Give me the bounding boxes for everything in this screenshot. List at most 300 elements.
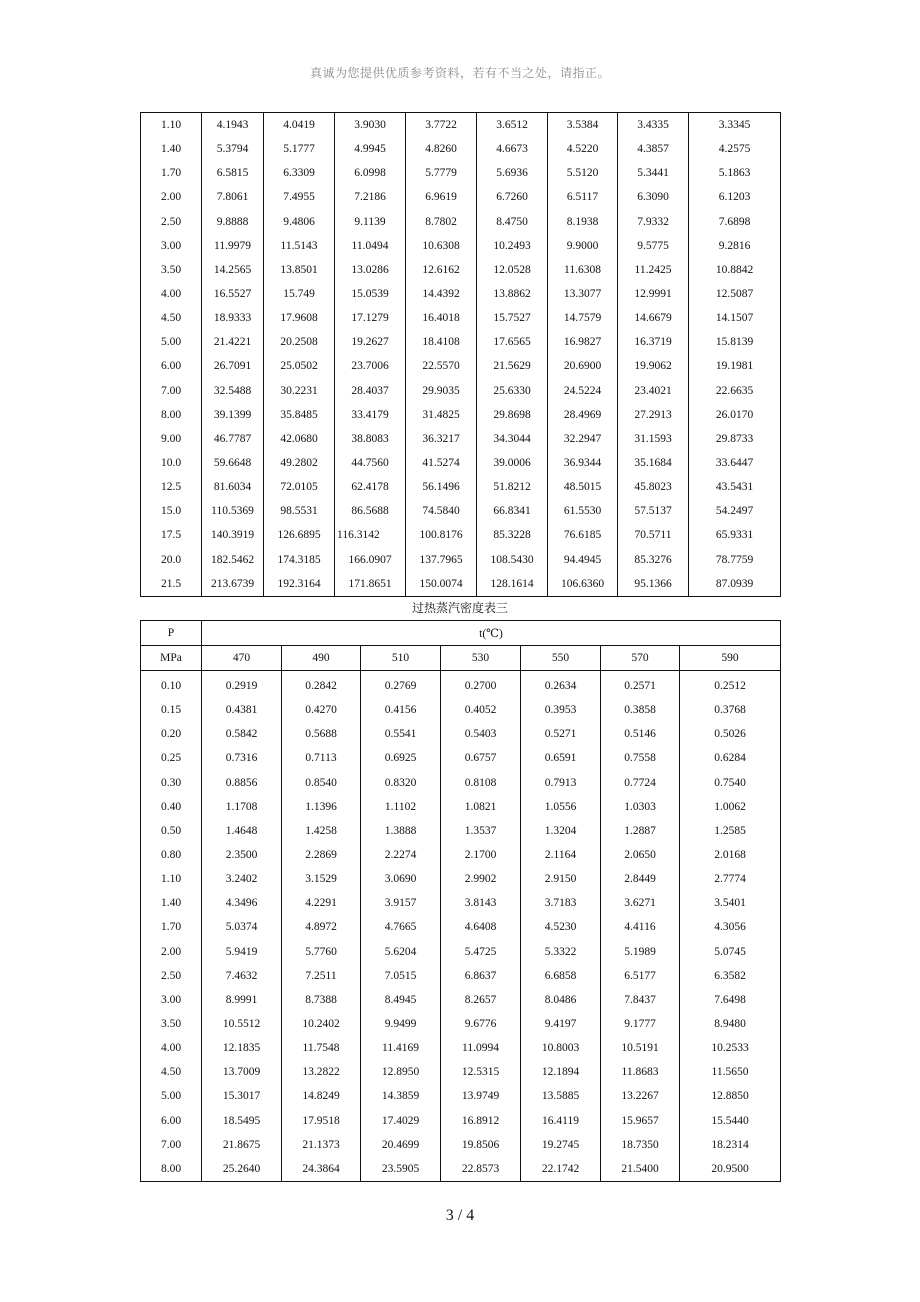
density-cell: 6.1203: [689, 185, 781, 209]
density-cell: 1.0303: [601, 795, 680, 819]
pressure-cell: 9.00: [141, 427, 202, 451]
density-cell: 12.8850: [680, 1084, 781, 1108]
table-row: [141, 572, 781, 597]
header-row-2: [141, 646, 781, 671]
density-cell: 137.7965: [406, 548, 477, 572]
density-cell: 10.2493: [477, 234, 548, 258]
density-cell: 36.9344: [548, 451, 618, 475]
density-cell: 76.6185: [548, 523, 618, 547]
density-cell: 85.3228: [477, 523, 548, 547]
pressure-cell: 3.00: [141, 234, 202, 258]
table-row: [141, 1012, 781, 1036]
density-cell: 9.5775: [618, 234, 689, 258]
density-cell: 8.9480: [680, 1012, 781, 1036]
density-cell: 5.4725: [441, 940, 521, 964]
pressure-cell: 7.00: [141, 1133, 202, 1157]
density-cell: 7.9332: [618, 210, 689, 234]
density-cell: 20.6900: [548, 354, 618, 378]
pressure-cell: 2.50: [141, 964, 202, 988]
table-row: [141, 282, 781, 306]
pressure-cell: 20.0: [141, 548, 202, 572]
density-cell: 5.7760: [282, 940, 361, 964]
density-cell: 3.9030: [335, 113, 406, 138]
density-cell: 140.3919: [202, 523, 264, 547]
density-cell: 61.5530: [548, 499, 618, 523]
density-cell: 171.8651: [335, 572, 406, 597]
table-row: [141, 891, 781, 915]
density-cell: 29.8733: [689, 427, 781, 451]
density-cell: 14.7579: [548, 306, 618, 330]
density-cell: 110.5369: [202, 499, 264, 523]
density-cell: 22.8573: [441, 1157, 521, 1182]
table-row: [141, 988, 781, 1012]
density-cell: 1.2887: [601, 819, 680, 843]
density-cell: 6.3582: [680, 964, 781, 988]
temperature-label: t(℃): [202, 621, 781, 646]
density-cell: 2.2274: [361, 843, 441, 867]
density-cell: 2.8449: [601, 867, 680, 891]
density-cell: 17.9608: [264, 306, 335, 330]
table-row: [141, 722, 781, 746]
table-row: [141, 427, 781, 451]
density-cell: 86.5688: [335, 499, 406, 523]
table-row: [141, 234, 781, 258]
density-cell: 13.9749: [441, 1084, 521, 1108]
pressure-cell: 3.50: [141, 258, 202, 282]
pressure-cell: 3.00: [141, 988, 202, 1012]
density-cell: 15.7527: [477, 306, 548, 330]
density-cell: 10.8003: [521, 1036, 601, 1060]
temperature-header: 530: [441, 646, 521, 671]
pressure-cell: 17.5: [141, 523, 202, 547]
density-cell: 31.4825: [406, 403, 477, 427]
density-cell: 57.5137: [618, 499, 689, 523]
table-row: [141, 819, 781, 843]
density-cell: 6.7260: [477, 185, 548, 209]
table-row: [141, 698, 781, 722]
density-cell: 30.2231: [264, 379, 335, 403]
density-cell: 0.5842: [202, 722, 282, 746]
density-cell: 20.9500: [680, 1157, 781, 1182]
pressure-cell: 1.10: [141, 113, 202, 138]
density-cell: 13.7009: [202, 1060, 282, 1084]
pressure-cell: 0.80: [141, 843, 202, 867]
density-cell: 6.0998: [335, 161, 406, 185]
density-cell: 10.5191: [601, 1036, 680, 1060]
density-cell: 5.5120: [548, 161, 618, 185]
density-cell: 2.1164: [521, 843, 601, 867]
density-cell: 8.4945: [361, 988, 441, 1012]
density-cell: 7.8061: [202, 185, 264, 209]
density-cell: 0.4381: [202, 698, 282, 722]
density-cell: 11.0494: [335, 234, 406, 258]
pressure-cell: 21.5: [141, 572, 202, 597]
density-cell: 32.5488: [202, 379, 264, 403]
density-cell: 6.9619: [406, 185, 477, 209]
density-cell: 5.7779: [406, 161, 477, 185]
table-row: [141, 915, 781, 939]
table3-header: [141, 621, 781, 671]
density-cell: 0.4270: [282, 698, 361, 722]
density-cell: 1.1396: [282, 795, 361, 819]
table-row: [141, 1157, 781, 1182]
density-cell: 16.5527: [202, 282, 264, 306]
table-row: [141, 523, 781, 547]
density-cell: 0.6591: [521, 746, 601, 770]
density-cell: 13.3077: [548, 282, 618, 306]
density-cell: 22.1742: [521, 1157, 601, 1182]
density-cell: 12.8950: [361, 1060, 441, 1084]
density-cell: 3.7183: [521, 891, 601, 915]
pressure-cell: 12.5: [141, 475, 202, 499]
pressure-cell: 6.00: [141, 1109, 202, 1133]
pressure-cell: 1.40: [141, 137, 202, 161]
table-row: [141, 548, 781, 572]
table-row: [141, 475, 781, 499]
density-cell: 35.1684: [618, 451, 689, 475]
density-cell: 44.7560: [335, 451, 406, 475]
table-row: [141, 403, 781, 427]
density-cell: 0.2512: [680, 671, 781, 699]
density-cell: 5.3794: [202, 137, 264, 161]
density-cell: 6.5815: [202, 161, 264, 185]
density-cell: 0.7558: [601, 746, 680, 770]
density-cell: 7.4955: [264, 185, 335, 209]
density-cell: 46.7787: [202, 427, 264, 451]
density-cell: 18.5495: [202, 1109, 282, 1133]
density-cell: 0.2769: [361, 671, 441, 699]
density-cell: 0.7113: [282, 746, 361, 770]
density-cell: 54.2497: [689, 499, 781, 523]
density-cell: 8.9991: [202, 988, 282, 1012]
density-cell: 11.7548: [282, 1036, 361, 1060]
density-cell: 0.7540: [680, 771, 781, 795]
density-cell: 12.1894: [521, 1060, 601, 1084]
density-cell: 1.4258: [282, 819, 361, 843]
pressure-cell: 8.00: [141, 1157, 202, 1182]
density-cell: 128.1614: [477, 572, 548, 597]
page-number: 3 / 4: [445, 1207, 475, 1224]
density-cell: 13.2822: [282, 1060, 361, 1084]
density-cell: 25.6330: [477, 379, 548, 403]
density-cell: 3.0690: [361, 867, 441, 891]
density-cell: 18.4108: [406, 330, 477, 354]
density-cell: 45.8023: [618, 475, 689, 499]
table-row: [141, 867, 781, 891]
density-cell: 29.8698: [477, 403, 548, 427]
density-cell: 1.3204: [521, 819, 601, 843]
density-cell: 11.5650: [680, 1060, 781, 1084]
density-cell: 12.5087: [689, 282, 781, 306]
density-cell: 94.4945: [548, 548, 618, 572]
table-row: [141, 379, 781, 403]
density-cell: 23.7006: [335, 354, 406, 378]
density-cell: 23.4021: [618, 379, 689, 403]
density-cell: 4.8972: [282, 915, 361, 939]
density-cell: 14.3859: [361, 1084, 441, 1108]
density-cell: 6.3309: [264, 161, 335, 185]
density-cell: 11.9979: [202, 234, 264, 258]
density-cell: 4.6408: [441, 915, 521, 939]
density-cell: 1.3537: [441, 819, 521, 843]
table-row: [141, 1109, 781, 1133]
density-cell: 9.2816: [689, 234, 781, 258]
table3-body: [141, 671, 781, 1182]
density-cell: 0.3953: [521, 698, 601, 722]
pressure-cell: 2.00: [141, 185, 202, 209]
table-row: [141, 113, 781, 138]
density-cell: 4.3857: [618, 137, 689, 161]
density-cell: 95.1366: [618, 572, 689, 597]
density-cell: 19.2627: [335, 330, 406, 354]
density-cell: 3.6512: [477, 113, 548, 138]
density-cell: 100.8176: [406, 523, 477, 547]
density-cell: 22.5570: [406, 354, 477, 378]
table-row: [141, 258, 781, 282]
density-cell: 19.2745: [521, 1133, 601, 1157]
density-cell: 29.9035: [406, 379, 477, 403]
density-cell: 9.1777: [601, 1012, 680, 1036]
density-cell: 4.5220: [548, 137, 618, 161]
density-cell: 5.9419: [202, 940, 282, 964]
density-cell: 0.5688: [282, 722, 361, 746]
density-cell: 0.6284: [680, 746, 781, 770]
density-cell: 16.8912: [441, 1109, 521, 1133]
density-cell: 7.2511: [282, 964, 361, 988]
density-cell: 10.5512: [202, 1012, 282, 1036]
density-cell: 23.5905: [361, 1157, 441, 1182]
pressure-cell: 8.00: [141, 403, 202, 427]
density-cell: 9.4806: [264, 210, 335, 234]
density-cell: 9.9000: [548, 234, 618, 258]
density-cell: 14.4392: [406, 282, 477, 306]
density-cell: 49.2802: [264, 451, 335, 475]
density-cell: 1.3888: [361, 819, 441, 843]
density-cell: 28.4037: [335, 379, 406, 403]
density-cell: 15.9657: [601, 1109, 680, 1133]
pressure-cell: 1.40: [141, 891, 202, 915]
table-row: [141, 940, 781, 964]
density-cell: 27.2913: [618, 403, 689, 427]
temperature-header: 570: [601, 646, 680, 671]
table-row: [141, 771, 781, 795]
density-cell: 10.2533: [680, 1036, 781, 1060]
density-cell: 3.9157: [361, 891, 441, 915]
density-cell: 4.5230: [521, 915, 601, 939]
density-cell: 5.0374: [202, 915, 282, 939]
density-cell: 98.5531: [264, 499, 335, 523]
table-row: [141, 964, 781, 988]
density-cell: 66.8341: [477, 499, 548, 523]
pressure-cell: 4.00: [141, 282, 202, 306]
density-cell: 18.9333: [202, 306, 264, 330]
density-cell: 25.0502: [264, 354, 335, 378]
density-cell: 0.2700: [441, 671, 521, 699]
density-cell: 0.5403: [441, 722, 521, 746]
density-cell: 7.6498: [680, 988, 781, 1012]
table-row: [141, 1084, 781, 1108]
density-cell: 10.8842: [689, 258, 781, 282]
density-cell: 26.7091: [202, 354, 264, 378]
density-cell: 14.2565: [202, 258, 264, 282]
density-cell: 0.6925: [361, 746, 441, 770]
density-cell: 3.2402: [202, 867, 282, 891]
density-cell: 2.7774: [680, 867, 781, 891]
density-cell: 56.1496: [406, 475, 477, 499]
density-cell: 2.1700: [441, 843, 521, 867]
density-cell: 13.2267: [601, 1084, 680, 1108]
density-cell: 18.7350: [601, 1133, 680, 1157]
density-cell: 0.2842: [282, 671, 361, 699]
density-cell: 19.1981: [689, 354, 781, 378]
density-cell: 16.9827: [548, 330, 618, 354]
density-cell: 33.4179: [335, 403, 406, 427]
density-cell: 0.8540: [282, 771, 361, 795]
table-row: [141, 1036, 781, 1060]
density-cell: 39.0006: [477, 451, 548, 475]
density-cell: 25.2640: [202, 1157, 282, 1182]
density-cell: 8.2657: [441, 988, 521, 1012]
pressure-cell: 3.50: [141, 1012, 202, 1036]
density-cell: 81.6034: [202, 475, 264, 499]
density-cell: 2.2869: [282, 843, 361, 867]
density-cell: 11.6308: [548, 258, 618, 282]
density-cell: 166.0907: [335, 548, 406, 572]
density-cell: 13.8501: [264, 258, 335, 282]
temperature-header: 510: [361, 646, 441, 671]
density-cell: 5.1863: [689, 161, 781, 185]
density-cell: 0.8320: [361, 771, 441, 795]
table-row: [141, 451, 781, 475]
density-cell: 34.3044: [477, 427, 548, 451]
density-cell: 13.0286: [335, 258, 406, 282]
density-cell: 43.5431: [689, 475, 781, 499]
density-cell: 11.5143: [264, 234, 335, 258]
density-cell: 116.3142: [335, 523, 406, 547]
table-row: [141, 1133, 781, 1157]
density-cell: 4.2291: [282, 891, 361, 915]
density-cell: 4.1943: [202, 113, 264, 138]
steam-density-table-continued: [140, 112, 781, 597]
density-cell: 4.8260: [406, 137, 477, 161]
table-row: [141, 161, 781, 185]
density-cell: 2.0650: [601, 843, 680, 867]
density-cell: 48.5015: [548, 475, 618, 499]
density-cell: 5.3441: [618, 161, 689, 185]
pressure-cell: 0.40: [141, 795, 202, 819]
density-cell: 9.1139: [335, 210, 406, 234]
density-cell: 1.0556: [521, 795, 601, 819]
density-cell: 0.5146: [601, 722, 680, 746]
density-cell: 7.6898: [689, 210, 781, 234]
density-cell: 3.3345: [689, 113, 781, 138]
density-cell: 14.8249: [282, 1084, 361, 1108]
pressure-cell: 2.00: [141, 940, 202, 964]
density-cell: 0.2919: [202, 671, 282, 699]
density-cell: 2.0168: [680, 843, 781, 867]
pressure-cell: 0.25: [141, 746, 202, 770]
density-cell: 38.8083: [335, 427, 406, 451]
density-cell: 15.0539: [335, 282, 406, 306]
density-cell: 36.3217: [406, 427, 477, 451]
table-row: [141, 185, 781, 209]
density-cell: 72.0105: [264, 475, 335, 499]
density-cell: 5.0745: [680, 940, 781, 964]
density-cell: 3.8143: [441, 891, 521, 915]
density-cell: 3.1529: [282, 867, 361, 891]
pressure-cell: 0.30: [141, 771, 202, 795]
pressure-cell: 4.00: [141, 1036, 202, 1060]
density-cell: 33.6447: [689, 451, 781, 475]
density-cell: 5.3322: [521, 940, 601, 964]
density-cell: 12.5315: [441, 1060, 521, 1084]
density-cell: 0.7316: [202, 746, 282, 770]
density-cell: 11.0994: [441, 1036, 521, 1060]
density-cell: 10.6308: [406, 234, 477, 258]
density-cell: 10.2402: [282, 1012, 361, 1036]
density-cell: 12.6162: [406, 258, 477, 282]
density-cell: 9.8888: [202, 210, 264, 234]
density-cell: 12.9991: [618, 282, 689, 306]
density-cell: 18.2314: [680, 1133, 781, 1157]
pressure-unit: MPa: [141, 646, 202, 671]
density-cell: 4.3056: [680, 915, 781, 939]
table-row: [141, 354, 781, 378]
table-row: [141, 671, 781, 699]
density-cell: 9.4197: [521, 1012, 601, 1036]
density-cell: 12.1835: [202, 1036, 282, 1060]
table1-body: [141, 113, 781, 597]
density-cell: 41.5274: [406, 451, 477, 475]
table-row: [141, 306, 781, 330]
pressure-cell: 0.10: [141, 671, 202, 699]
pressure-cell: 1.70: [141, 161, 202, 185]
density-cell: 3.5401: [680, 891, 781, 915]
density-cell: 213.6739: [202, 572, 264, 597]
density-cell: 4.7665: [361, 915, 441, 939]
density-cell: 6.8637: [441, 964, 521, 988]
pressure-cell: 15.0: [141, 499, 202, 523]
density-cell: 3.6271: [601, 891, 680, 915]
density-cell: 70.5711: [618, 523, 689, 547]
temperature-header: 550: [521, 646, 601, 671]
table-row: [141, 137, 781, 161]
pressure-cell: 1.10: [141, 867, 202, 891]
density-cell: 0.5271: [521, 722, 601, 746]
density-cell: 0.4156: [361, 698, 441, 722]
density-cell: 4.0419: [264, 113, 335, 138]
density-cell: 0.8856: [202, 771, 282, 795]
density-cell: 0.5026: [680, 722, 781, 746]
density-cell: 0.4052: [441, 698, 521, 722]
pressure-cell: 6.00: [141, 354, 202, 378]
density-cell: 126.6895: [264, 523, 335, 547]
density-cell: 9.6776: [441, 1012, 521, 1036]
density-cell: 26.0170: [689, 403, 781, 427]
density-cell: 87.0939: [689, 572, 781, 597]
density-cell: 28.4969: [548, 403, 618, 427]
density-cell: 1.1708: [202, 795, 282, 819]
density-cell: 32.2947: [548, 427, 618, 451]
pressure-cell: 1.70: [141, 915, 202, 939]
density-cell: 12.0528: [477, 258, 548, 282]
density-cell: 0.2571: [601, 671, 680, 699]
pressure-cell: 5.00: [141, 1084, 202, 1108]
density-cell: 1.2585: [680, 819, 781, 843]
density-cell: 85.3276: [618, 548, 689, 572]
density-cell: 59.6648: [202, 451, 264, 475]
temperature-header: 590: [680, 646, 781, 671]
